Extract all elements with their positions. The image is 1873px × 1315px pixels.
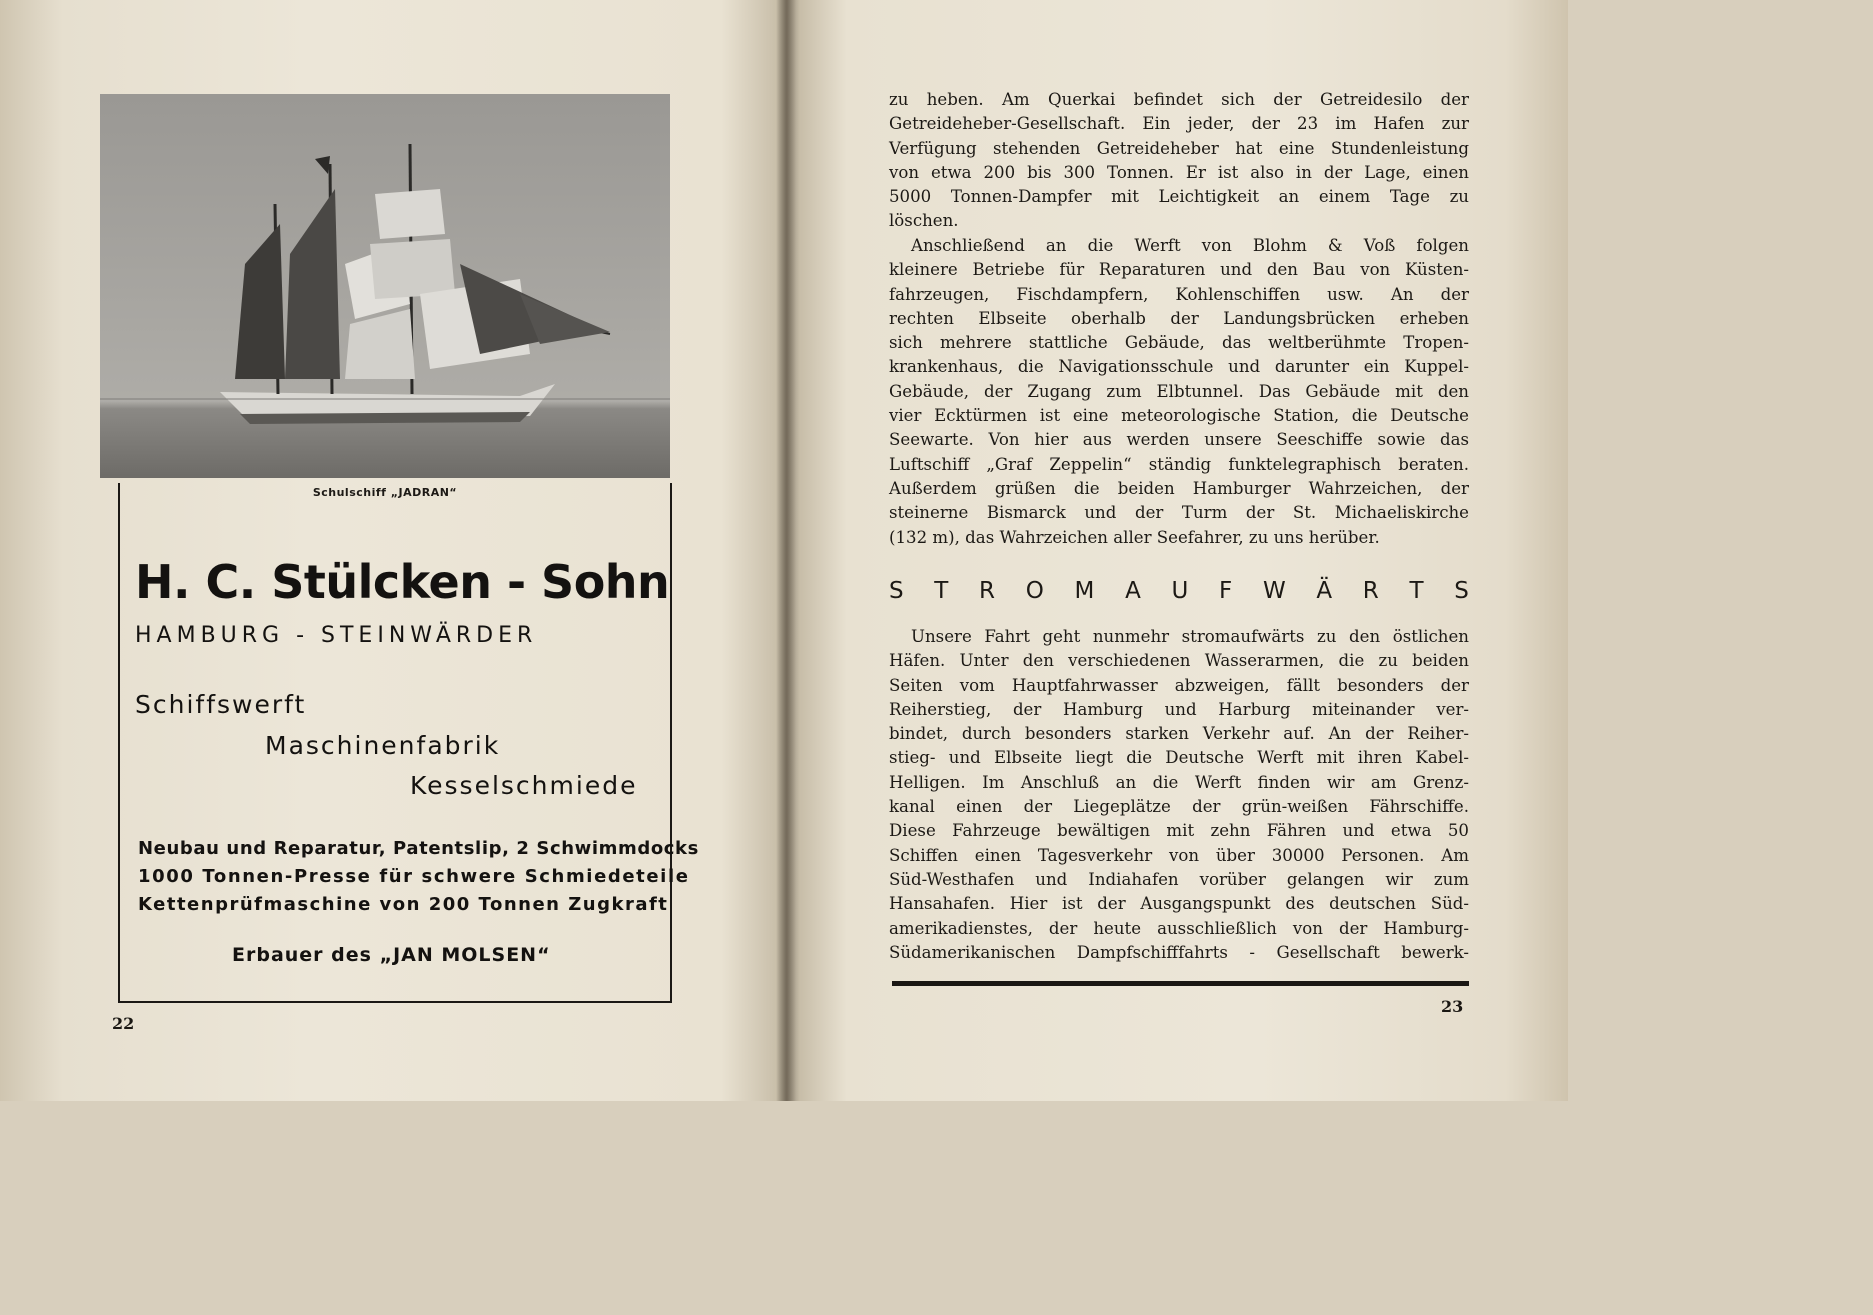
text-line: Helligen. Im Anschluß an die Werft finden wir am Grenz-: [889, 772, 1469, 792]
text-line: vier Ecktürmen ist eine meteorologische Station, die Deutsche: [889, 406, 1469, 426]
photo-caption: Schulschiff „JADRAN“: [312, 486, 458, 499]
page-number-left: 22: [112, 1014, 135, 1033]
text-line: krankenhaus, die Navigationsschule und darunter ein Kuppel-: [889, 357, 1469, 377]
text-line: 5000 Tonnen-Dampfer mit Leichtigkeit an einem Tage zu: [889, 187, 1469, 207]
text-line: Seewarte. Von hier aus werden unsere Seeschiffe sowie das: [889, 430, 1469, 450]
text-line: Südamerikanischen Dampfschifffahrts - Gesellschaft bewerk-: [889, 942, 1469, 962]
paragraph-3: [889, 625, 1469, 965]
ad-company-name: H. C. Stülcken - Sohn: [135, 555, 670, 609]
ad-service-machine-factory: Maschinenfabrik: [265, 731, 501, 760]
ad-detail-line: Kettenprüfmaschine von 200 Tonnen Zugkraft: [138, 894, 669, 915]
heading-letter: F: [1219, 578, 1233, 604]
text-line: Schiffen einen Tagesverkehr von über 30000 Personen. Am: [889, 845, 1469, 865]
text-line: Verfügung stehenden Getreideheber hat eine Stundenleistung: [889, 138, 1469, 158]
heading-letter: A: [1125, 578, 1141, 604]
text-line: Süd-Westhafen und Indiahafen vorüber gelangen wir zum: [889, 869, 1469, 889]
heading-letter: S: [1454, 578, 1469, 604]
paragraph-1: [889, 88, 1469, 234]
text-line: Reiherstieg, der Hamburg und Harburg miteinander ver-: [889, 699, 1469, 719]
text-line: stieg- und Elbseite liegt die Deutsche Werft mit ihren Kabel-: [889, 748, 1469, 768]
ship-photo: [100, 94, 670, 478]
text-line: Häfen. Unter den verschiedenen Wasserarmen, die zu beiden: [889, 651, 1469, 671]
text-line: fahrzeugen, Fischdampfern, Kohlenschiffen usw. An der: [889, 284, 1469, 304]
text-line: amerikadienstes, der heute ausschließlich von der Hamburg-: [889, 918, 1469, 938]
ad-service-boiler-works: Kesselschmiede: [410, 771, 638, 800]
text-line: Getreideheber-Gesellschaft. Ein jeder, der 23 im Hafen zur: [889, 114, 1469, 134]
text-line: (132 m), das Wahrzeichen aller Seefahrer, zu uns herüber.: [889, 527, 1380, 547]
ad-city: HAMBURG - STEINWÄRDER: [135, 623, 538, 648]
ad-detail-line: Neubau und Reparatur, Patentslip, 2 Schwimmdocks: [138, 838, 699, 859]
heading-letter: U: [1171, 578, 1189, 604]
text-line: löschen.: [889, 211, 959, 231]
text-line: zu heben. Am Querkai befindet sich der Getreidesilo der: [889, 90, 1469, 109]
heading-letter: M: [1074, 578, 1095, 604]
heading-letter: T: [1409, 578, 1424, 604]
ad-service-shipyard: Schiffswerft: [135, 690, 307, 719]
text-line: rechten Elbseite oberhalb der Landungsbrücken erheben: [889, 308, 1469, 328]
sailing-ship-image: [100, 94, 670, 478]
text-line: Hansahafen. Hier ist der Ausgangspunkt des deutschen Süd-: [889, 894, 1469, 914]
heading-letter: O: [1025, 578, 1044, 604]
heading-letter: S: [889, 578, 904, 604]
text-line: kanal einen der Liegeplätze der grün-weißen Fährschiffe.: [889, 797, 1469, 817]
text-line: bindet, durch besonders starken Verkehr auf. An der Reiher-: [889, 724, 1469, 744]
text-line: Außerdem grüßen die beiden Hamburger Wahrzeichen, der: [889, 478, 1469, 498]
text-line: von etwa 200 bis 300 Tonnen. Er ist also in der Lage, einen: [889, 162, 1469, 182]
text-line: sich mehrere stattliche Gebäude, das weltberühmte Tropen-: [889, 333, 1469, 353]
text-line: Gebäude, der Zugang zum Elbtunnel. Das Gebäude mit den: [889, 381, 1469, 401]
text-line: Unsere Fahrt geht nunmehr stromaufwärts zu den östlichen: [911, 627, 1469, 646]
text-line: steinerne Bismarck und der Turm der St. Michaeliskirche: [889, 503, 1469, 523]
text-line: Seiten vom Hauptfahrwasser abzweigen, fällt besonders der: [889, 675, 1469, 695]
heading-letter: R: [1362, 578, 1379, 604]
text-line: Anschließend an die Werft von Blohm & Voß folgen: [911, 236, 1469, 255]
heading-letter: T: [934, 578, 949, 604]
section-heading: [889, 578, 1469, 604]
page-number-right: 23: [1441, 997, 1464, 1016]
text-line: Diese Fahrzeuge bewältigen mit zehn Fähren und etwa 50: [889, 821, 1469, 841]
heading-letter: R: [979, 578, 996, 604]
page-rule: [892, 981, 1469, 986]
heading-letter: W: [1262, 578, 1286, 604]
text-line: kleinere Betriebe für Reparaturen und den Bau von Küsten-: [889, 260, 1469, 280]
ad-builder-line: Erbauer des „JAN MOLSEN“: [232, 944, 551, 966]
text-line: Luftschiff „Graf Zeppelin“ ständig funktelegraphisch beraten.: [889, 454, 1469, 474]
paragraph-2: [889, 234, 1469, 550]
ad-detail-line: 1000 Tonnen-Presse für schwere Schmiedeteile: [138, 866, 690, 887]
heading-letter: Ä: [1316, 578, 1333, 604]
